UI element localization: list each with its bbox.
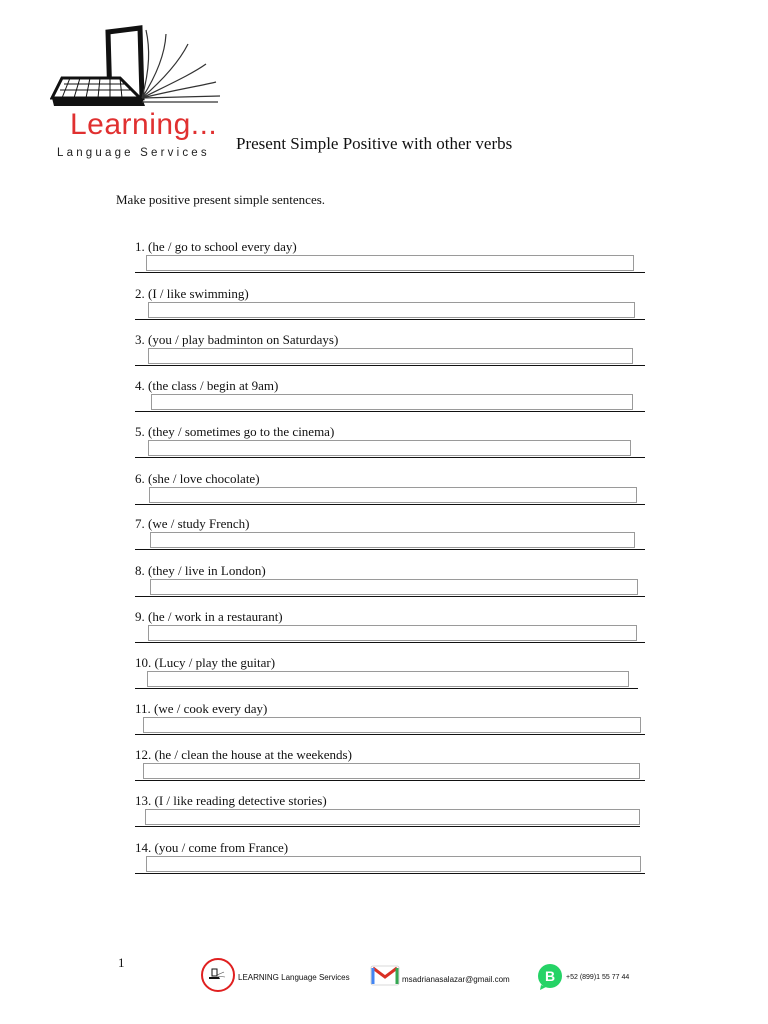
page-number: 1 bbox=[118, 955, 125, 970]
answer-input[interactable] bbox=[146, 856, 641, 872]
exercise-item bbox=[135, 792, 655, 809]
exercise-item bbox=[135, 562, 655, 579]
footer-logo-icon bbox=[201, 958, 235, 992]
answer-input[interactable] bbox=[148, 440, 631, 456]
answer-input[interactable] bbox=[148, 348, 633, 364]
answer-input[interactable] bbox=[143, 717, 641, 733]
answer-input[interactable] bbox=[148, 302, 635, 318]
exercise-item bbox=[135, 839, 655, 856]
exercise-prompt: 10. (Lucy / play the guitar) bbox=[135, 655, 276, 670]
answer-line bbox=[135, 549, 645, 550]
answer-line bbox=[135, 504, 645, 505]
exercise-prompt: 14. (you / come from France) bbox=[135, 840, 289, 855]
exercise-prompt: 1. (he / go to school every day) bbox=[135, 239, 297, 254]
answer-line bbox=[135, 734, 645, 735]
exercise-item bbox=[135, 515, 655, 532]
exercise-prompt: 5. (they / sometimes go to the cinema) bbox=[135, 424, 335, 439]
answer-input[interactable] bbox=[151, 394, 633, 410]
exercise-prompt: 9. (he / work in a restaurant) bbox=[135, 609, 283, 624]
laptop-book-logo-icon bbox=[50, 18, 250, 168]
exercise-item bbox=[135, 700, 655, 717]
svg-text:B: B bbox=[544, 968, 556, 984]
answer-line bbox=[135, 596, 645, 597]
mini-laptop-icon bbox=[203, 960, 233, 990]
exercise-item bbox=[135, 238, 655, 255]
exercise-prompt: 3. (you / play badminton on Saturdays) bbox=[135, 332, 339, 347]
exercise-prompt: 13. (I / like reading detective stories) bbox=[135, 793, 327, 808]
answer-line bbox=[135, 411, 645, 412]
exercise-prompt: 12. (he / clean the house at the weekends) bbox=[135, 747, 352, 762]
exercise-item bbox=[135, 377, 655, 394]
footer-email[interactable]: msadrianasalazar@gmail.com bbox=[402, 975, 510, 984]
answer-line bbox=[135, 272, 645, 273]
exercise-prompt: 6. (she / love chocolate) bbox=[135, 471, 260, 486]
exercise-prompt: 11. (we / cook every day) bbox=[135, 701, 268, 716]
exercise-prompt: 8. (they / live in London) bbox=[135, 563, 266, 578]
page-title: Present Simple Positive with other verbs bbox=[236, 134, 513, 153]
footer-brand: LEARNING Language Services bbox=[238, 973, 350, 982]
exercise-item bbox=[135, 654, 655, 671]
answer-line bbox=[135, 826, 640, 827]
exercise-prompt: 4. (the class / begin at 9am) bbox=[135, 378, 279, 393]
answer-input[interactable] bbox=[149, 487, 637, 503]
answer-input[interactable] bbox=[146, 255, 634, 271]
exercise-item bbox=[135, 470, 655, 487]
answer-line bbox=[135, 365, 645, 366]
gmail-icon bbox=[370, 964, 400, 986]
answer-line bbox=[135, 642, 645, 643]
exercise-prompt: 2. (I / like swimming) bbox=[135, 286, 249, 301]
exercise-item bbox=[135, 423, 655, 440]
brand-name: Learning... bbox=[70, 108, 218, 141]
exercise-item bbox=[135, 608, 655, 625]
answer-input[interactable] bbox=[150, 579, 638, 595]
answer-line bbox=[135, 319, 645, 320]
exercise-item bbox=[135, 331, 655, 348]
answer-line bbox=[135, 688, 638, 689]
answer-input[interactable] bbox=[145, 809, 640, 825]
answer-line bbox=[135, 873, 645, 874]
exercise-item bbox=[135, 746, 655, 763]
exercise-prompt: 7. (we / study French) bbox=[135, 516, 250, 531]
answer-input[interactable] bbox=[150, 532, 635, 548]
instructions: Make positive present simple sentences. bbox=[116, 192, 326, 207]
answer-input[interactable] bbox=[143, 763, 640, 779]
footer-phone[interactable]: +52 (899)1 55 77 44 bbox=[566, 974, 630, 981]
exercise-item bbox=[135, 285, 655, 302]
answer-input[interactable] bbox=[148, 625, 637, 641]
brand-subtitle: Language Services bbox=[57, 147, 210, 159]
answer-input[interactable] bbox=[147, 671, 629, 687]
answer-line bbox=[135, 780, 645, 781]
whatsapp-business-icon bbox=[536, 963, 564, 991]
answer-line bbox=[135, 457, 645, 458]
